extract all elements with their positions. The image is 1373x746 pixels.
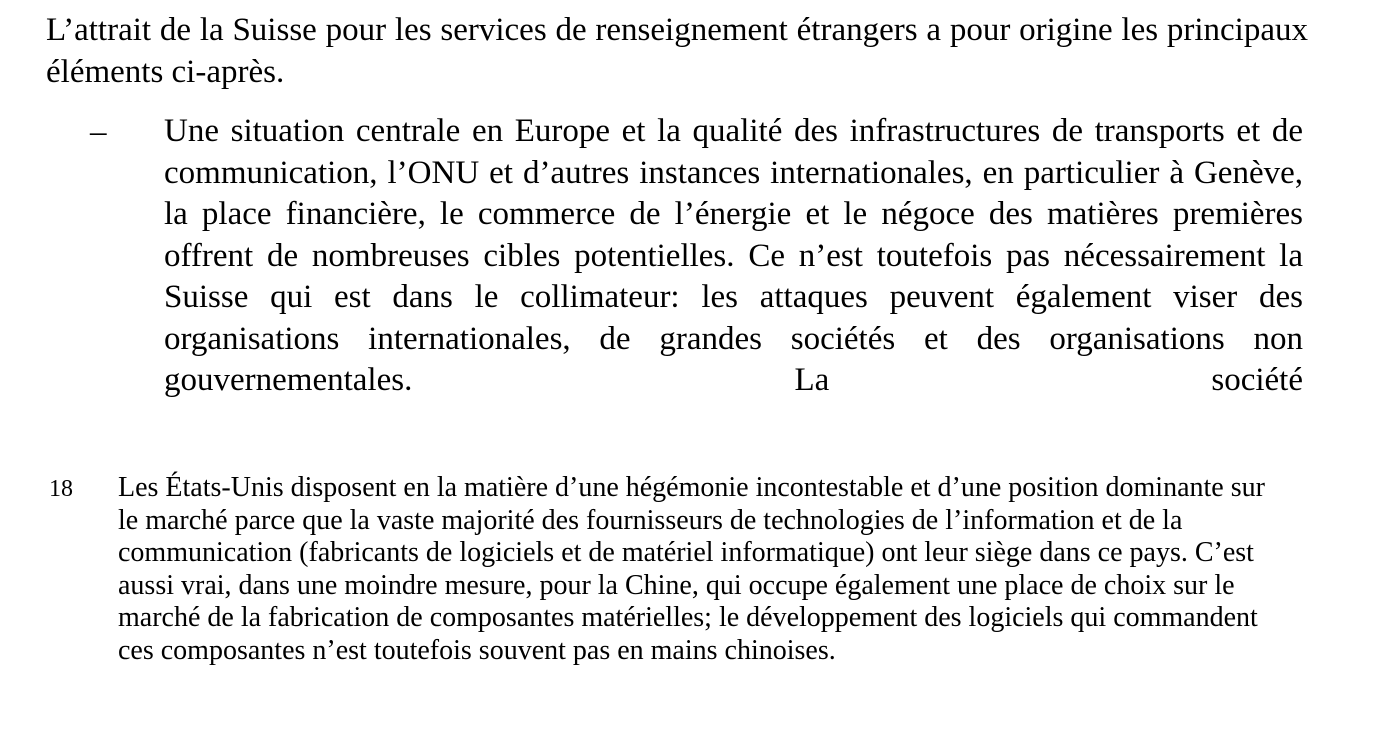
bullet-paragraph: Une situation centrale en Europe et la qualité des infrastructures de transports et de communication, l’ONU et d’autres instances internationales, en particulier à Genève, la place financière, le commerce de l’énergie et le négoce des matières premières offrent de nombreuses cibles potentielles. Ce n’est toutefois pas nécessairement la Suisse qui est dans le collimateur: les attaques peuvent également viser des organisations internationales, de grandes sociétés et des organisations non gouvernementales. La société [164,113,1303,398]
intro-paragraph: L’attrait de la Suisse pour les services de renseignement étrangers a pour origine les principaux éléments ci-après. [46,12,1308,90]
footnote-text: Les États-Unis disposent en la matière d’une hégémonie incontestable et d’une position dominante sur le marché parce que la vaste majorité des fournisseurs de technologies de l’information et de la communication (fabricants de logiciels et de matériel informatique) ont leur siège dans ce pays. C’est aussi vrai, dans une moindre mesure, pour la Chine, qui occupe également une place de choix sur le marché de la fabrication de composantes matérielles; le développement des logiciels qui commandent ces composantes n’est toutefois souvent pas en mains chinoises. [118,472,1265,666]
bullet-dash-marker: – [90,114,107,150]
footnote-number: 18 [49,476,73,502]
